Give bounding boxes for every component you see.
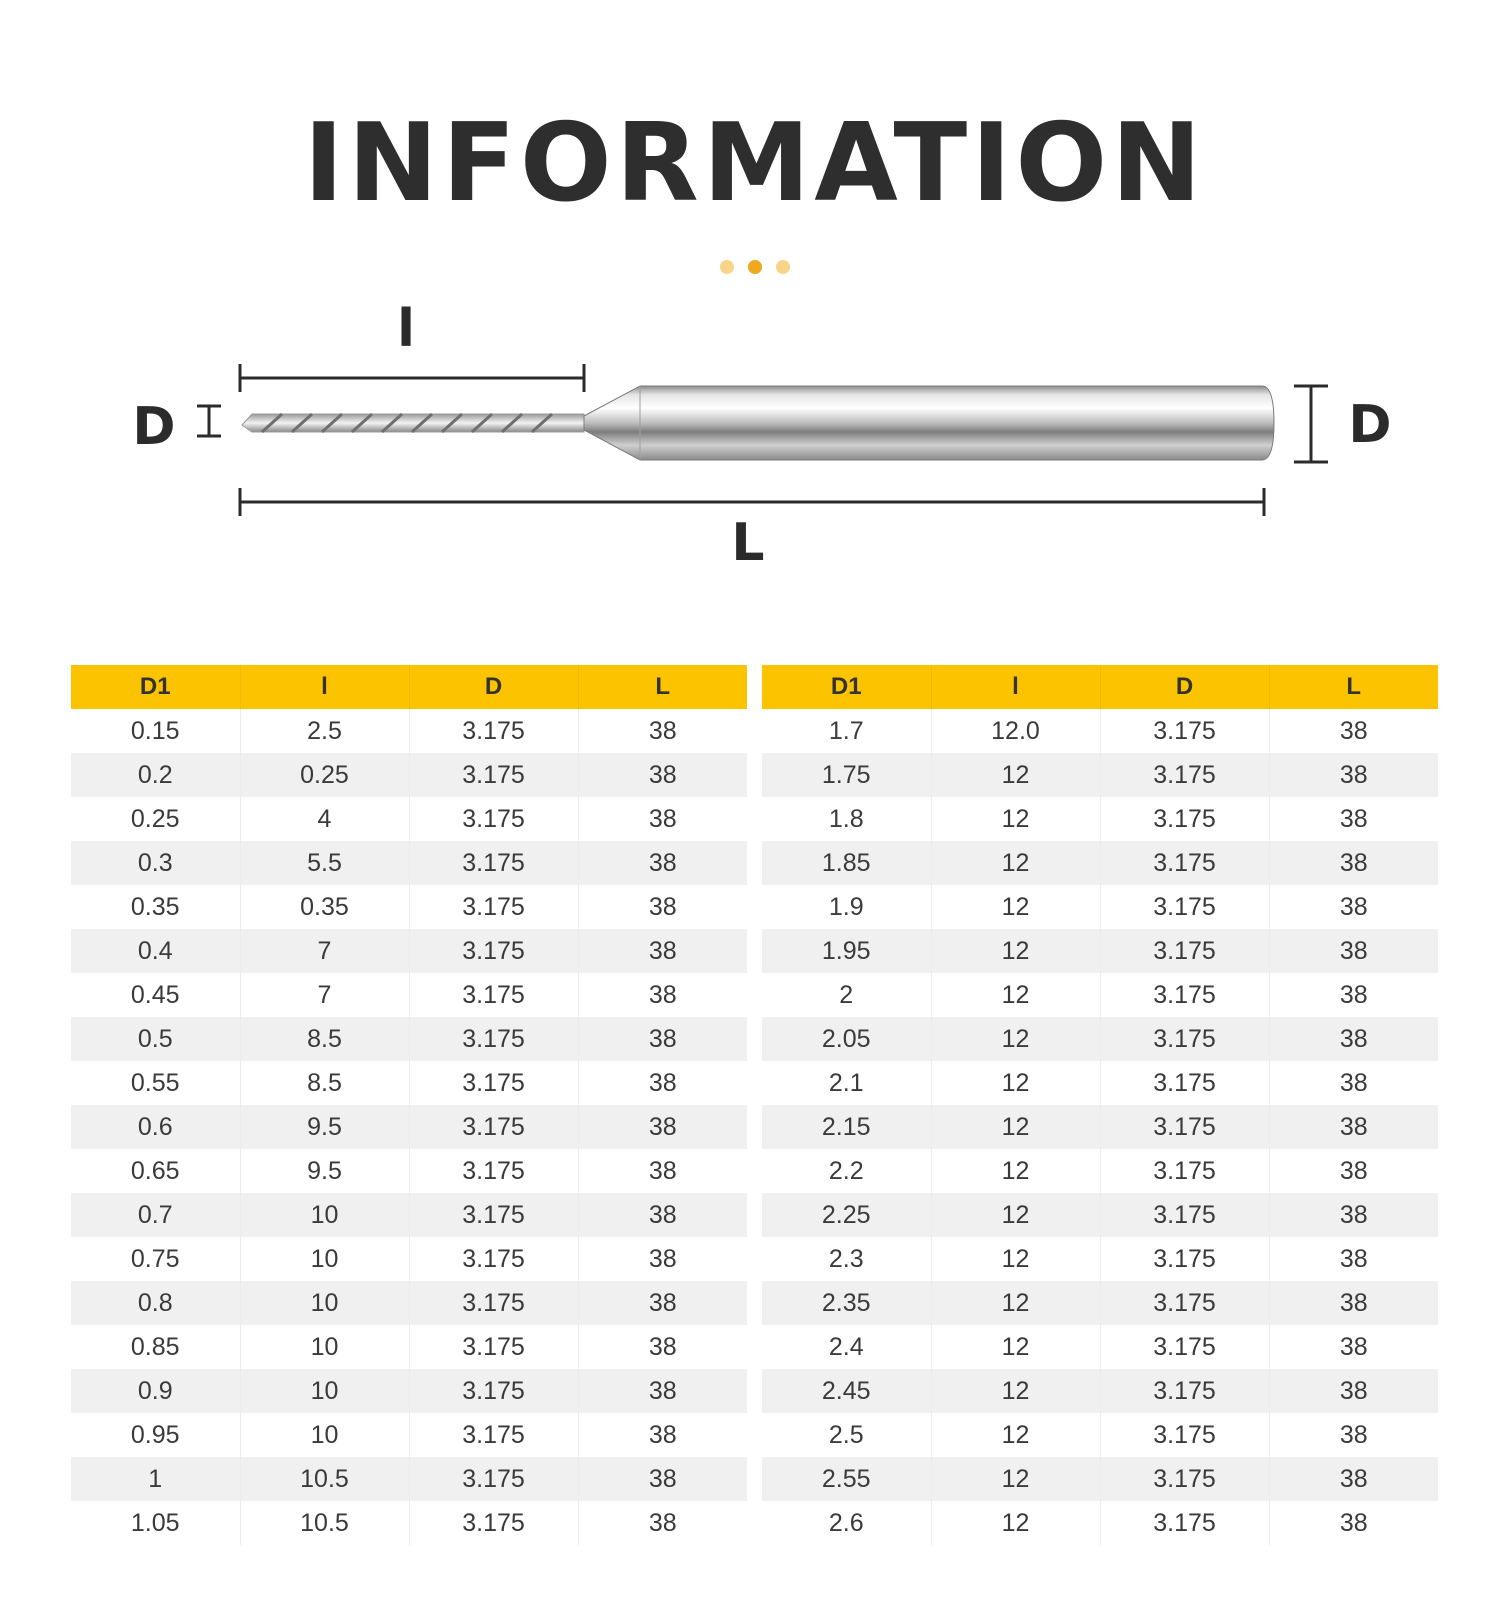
table-cell: 38 (578, 929, 747, 973)
table-cell: 38 (578, 797, 747, 841)
table-cell: 9.5 (240, 1149, 409, 1193)
table-cell: 38 (1269, 1105, 1438, 1149)
table-cell: 3.175 (409, 1237, 578, 1281)
table-cell: 1.8 (762, 797, 931, 841)
table-cell: 2.4 (762, 1325, 931, 1369)
table-row (71, 1017, 747, 1061)
table-cell: 3.175 (1100, 973, 1269, 1017)
table-cell: 1 (71, 1457, 240, 1501)
flute-length-dimension (240, 299, 584, 392)
table-cell: 12 (931, 797, 1100, 841)
table-cell: 3.175 (409, 1325, 578, 1369)
table-cell: 38 (578, 973, 747, 1017)
table-cell: 10.5 (240, 1501, 409, 1545)
table-cell: 38 (1269, 1017, 1438, 1061)
table-cell: 38 (578, 1281, 747, 1325)
table-cell: 3.175 (409, 885, 578, 929)
table-cell: 1.75 (762, 753, 931, 797)
table-row (71, 929, 747, 973)
table-cell: 0.7 (71, 1193, 240, 1237)
table-cell: 0.35 (71, 885, 240, 929)
table-cell: 38 (1269, 1369, 1438, 1413)
total-length-dimension (240, 488, 1264, 573)
table-cell: 3.175 (409, 797, 578, 841)
table-cell: 2.3 (762, 1237, 931, 1281)
table-cell: 0.45 (71, 973, 240, 1017)
table-row (762, 1105, 1438, 1149)
table-cell: 12 (931, 929, 1100, 973)
table-row (71, 1281, 747, 1325)
table-cell: 0.25 (71, 797, 240, 841)
table-cell: 8.5 (240, 1061, 409, 1105)
table-cell: 1.95 (762, 929, 931, 973)
table-row (762, 1149, 1438, 1193)
table-cell: 2.15 (762, 1105, 931, 1149)
drill-flute (242, 414, 584, 432)
table-cell: 12 (931, 1017, 1100, 1061)
table-cell: 12 (931, 1413, 1100, 1457)
table-cell: 1.05 (71, 1501, 240, 1545)
table-row (71, 1061, 747, 1105)
table-cell: 12 (931, 1369, 1100, 1413)
header-d: D (1100, 665, 1269, 709)
table-cell: 10 (240, 1369, 409, 1413)
decorative-dots (0, 260, 1509, 274)
table-cell: 2.5 (762, 1413, 931, 1457)
table-cell: 38 (1269, 1061, 1438, 1105)
table-row (71, 841, 747, 885)
table-row (71, 1501, 747, 1545)
table-cell: 3.175 (1100, 1501, 1269, 1545)
table-row (762, 929, 1438, 973)
table-cell: 38 (1269, 1457, 1438, 1501)
table-row (762, 1061, 1438, 1105)
table-cell: 12 (931, 1237, 1100, 1281)
table-cell: 38 (578, 1105, 747, 1149)
table-row (71, 709, 747, 753)
header-d: D (409, 665, 578, 709)
drill-shank (584, 386, 1274, 460)
table-row (762, 1325, 1438, 1369)
table-cell: 3.175 (1100, 841, 1269, 885)
table-cell: 38 (1269, 1325, 1438, 1369)
table-cell: 2.25 (762, 1193, 931, 1237)
table-cell: 38 (578, 1061, 747, 1105)
table-cell: 38 (578, 1017, 747, 1061)
table-cell: 0.9 (71, 1369, 240, 1413)
table-cell: 3.175 (1100, 929, 1269, 973)
dot-icon (720, 260, 734, 274)
table-cell: 38 (1269, 841, 1438, 885)
table-cell: 3.175 (1100, 797, 1269, 841)
table-cell: 0.65 (71, 1149, 240, 1193)
header-l-flute: l (931, 665, 1100, 709)
table-cell: 8.5 (240, 1017, 409, 1061)
table-cell: 3.175 (409, 1501, 578, 1545)
table-cell: 4 (240, 797, 409, 841)
table-cell: 3.175 (409, 709, 578, 753)
table-row (762, 1369, 1438, 1413)
header-d1: D1 (71, 665, 240, 709)
table-cell: 3.175 (1100, 1149, 1269, 1193)
spec-table-left (71, 665, 747, 1545)
table-cell: 0.75 (71, 1237, 240, 1281)
table-cell: 0.3 (71, 841, 240, 885)
spec-table-right (762, 665, 1438, 1545)
table-cell: 1.7 (762, 709, 931, 753)
table-row (762, 1237, 1438, 1281)
table-cell: 38 (1269, 1413, 1438, 1457)
table-cell: 2 (762, 973, 931, 1017)
table-row (762, 885, 1438, 929)
table-cell: 3.175 (409, 1149, 578, 1193)
table-cell: 38 (578, 709, 747, 753)
table-cell: 10 (240, 1193, 409, 1237)
table-cell: 38 (578, 1457, 747, 1501)
table-cell: 38 (578, 1237, 747, 1281)
table-cell: 3.175 (409, 1017, 578, 1061)
table-cell: 0.35 (240, 885, 409, 929)
table-cell: 38 (1269, 885, 1438, 929)
table-cell: 9.5 (240, 1105, 409, 1149)
table-cell: 7 (240, 929, 409, 973)
table-cell: 3.175 (409, 973, 578, 1017)
table-cell: 0.95 (71, 1413, 240, 1457)
table-row (762, 841, 1438, 885)
table-row (71, 1369, 747, 1413)
dot-icon (776, 260, 790, 274)
table-cell: 5.5 (240, 841, 409, 885)
table-cell: 2.35 (762, 1281, 931, 1325)
table-header-row (71, 665, 747, 709)
table-cell: 3.175 (409, 1369, 578, 1413)
table-cell: 0.4 (71, 929, 240, 973)
table-cell: 3.175 (1100, 1457, 1269, 1501)
table-cell: 38 (578, 841, 747, 885)
table-cell: 3.175 (1100, 1105, 1269, 1149)
table-cell: 38 (1269, 753, 1438, 797)
table-row (762, 1413, 1438, 1457)
table-cell: 1.9 (762, 885, 931, 929)
table-cell: 3.175 (409, 929, 578, 973)
table-cell: 38 (1269, 1237, 1438, 1281)
table-cell: 38 (1269, 1149, 1438, 1193)
table-cell: 10 (240, 1325, 409, 1369)
table-row (71, 1237, 747, 1281)
table-cell: 0.8 (71, 1281, 240, 1325)
drill-bit-diagram (0, 290, 1509, 580)
table-cell: 3.175 (409, 1413, 578, 1457)
table-cell: 38 (578, 1193, 747, 1237)
table-cell: 12 (931, 1193, 1100, 1237)
table-row (71, 1149, 747, 1193)
table-cell: 12 (931, 753, 1100, 797)
table-cell: 12.0 (931, 709, 1100, 753)
header-l-flute: l (240, 665, 409, 709)
table-cell: 10 (240, 1413, 409, 1457)
table-cell: 12 (931, 841, 1100, 885)
table-row (762, 709, 1438, 753)
table-cell: 38 (578, 885, 747, 929)
table-cell: 2.5 (240, 709, 409, 753)
table-cell: 38 (578, 1369, 747, 1413)
table-cell: 38 (1269, 929, 1438, 973)
table-cell: 0.2 (71, 753, 240, 797)
table-cell: 38 (1269, 1281, 1438, 1325)
table-cell: 3.175 (1100, 885, 1269, 929)
table-row (71, 1193, 747, 1237)
table-cell: 10.5 (240, 1457, 409, 1501)
table-cell: 12 (931, 1061, 1100, 1105)
table-row (71, 1105, 747, 1149)
table-cell: 3.175 (1100, 1281, 1269, 1325)
table-cell: 3.175 (409, 841, 578, 885)
table-row (762, 1457, 1438, 1501)
table-cell: 10 (240, 1237, 409, 1281)
shank-diameter-dimension (1294, 386, 1392, 462)
table-cell: 12 (931, 1281, 1100, 1325)
table-cell: 7 (240, 973, 409, 1017)
table-cell: 3.175 (409, 753, 578, 797)
table-cell: 3.175 (1100, 1061, 1269, 1105)
table-row (71, 1413, 747, 1457)
table-cell: 12 (931, 1105, 1100, 1149)
table-row (71, 1325, 747, 1369)
table-cell: 12 (931, 885, 1100, 929)
table-cell: 12 (931, 1149, 1100, 1193)
table-row (762, 753, 1438, 797)
table-cell: 2.55 (762, 1457, 931, 1501)
table-header-row (762, 665, 1438, 709)
table-cell: 3.175 (1100, 1193, 1269, 1237)
tip-diameter-label: D (132, 397, 176, 457)
header-d1: D1 (762, 665, 931, 709)
table-cell: 2.1 (762, 1061, 931, 1105)
table-cell: 12 (931, 1501, 1100, 1545)
table-cell: 2.05 (762, 1017, 931, 1061)
table-cell: 0.85 (71, 1325, 240, 1369)
table-row (762, 1281, 1438, 1325)
table-cell: 3.175 (1100, 709, 1269, 753)
table-cell: 12 (931, 973, 1100, 1017)
shank-diameter-label: D (1348, 395, 1392, 455)
table-cell: 3.175 (409, 1457, 578, 1501)
table-row (71, 885, 747, 929)
table-row (71, 1457, 747, 1501)
page-title: INFORMATION (303, 101, 1206, 226)
table-row (762, 797, 1438, 841)
table-cell: 2.2 (762, 1149, 931, 1193)
total-length-label: L (731, 513, 765, 573)
table-cell: 10 (240, 1281, 409, 1325)
table-cell: 12 (931, 1325, 1100, 1369)
table-body (71, 709, 747, 1545)
table-cell: 0.15 (71, 709, 240, 753)
table-cell: 2.45 (762, 1369, 931, 1413)
table-cell: 0.25 (240, 753, 409, 797)
table-cell: 3.175 (1100, 1017, 1269, 1061)
table-row (762, 973, 1438, 1017)
table-cell: 3.175 (1100, 1413, 1269, 1457)
table-cell: 3.175 (1100, 1369, 1269, 1413)
table-cell: 38 (1269, 797, 1438, 841)
table-cell: 38 (578, 1149, 747, 1193)
table-cell: 2.6 (762, 1501, 931, 1545)
table-cell: 38 (1269, 1193, 1438, 1237)
header-l-total: L (578, 665, 747, 709)
table-row (762, 1193, 1438, 1237)
tip-diameter-dimension (132, 397, 221, 457)
table-row (71, 973, 747, 1017)
table-cell: 3.175 (1100, 1237, 1269, 1281)
table-row (762, 1017, 1438, 1061)
table-cell: 0.55 (71, 1061, 240, 1105)
table-row (71, 797, 747, 841)
table-cell: 3.175 (409, 1193, 578, 1237)
table-cell: 38 (1269, 1501, 1438, 1545)
table-cell: 1.85 (762, 841, 931, 885)
table-cell: 38 (1269, 709, 1438, 753)
table-row (71, 753, 747, 797)
table-cell: 12 (931, 1457, 1100, 1501)
table-cell: 0.5 (71, 1017, 240, 1061)
table-cell: 38 (578, 1325, 747, 1369)
table-cell: 38 (1269, 973, 1438, 1017)
table-cell: 38 (578, 753, 747, 797)
table-cell: 38 (578, 1501, 747, 1545)
table-cell: 3.175 (409, 1281, 578, 1325)
table-body (762, 709, 1438, 1545)
table-row (762, 1501, 1438, 1545)
flute-length-label: l (397, 299, 415, 359)
table-cell: 3.175 (1100, 753, 1269, 797)
table-cell: 3.175 (409, 1105, 578, 1149)
table-cell: 3.175 (409, 1061, 578, 1105)
table-cell: 0.6 (71, 1105, 240, 1149)
table-cell: 38 (578, 1413, 747, 1457)
header-l-total: L (1269, 665, 1438, 709)
table-cell: 3.175 (1100, 1325, 1269, 1369)
dot-icon (748, 260, 762, 274)
